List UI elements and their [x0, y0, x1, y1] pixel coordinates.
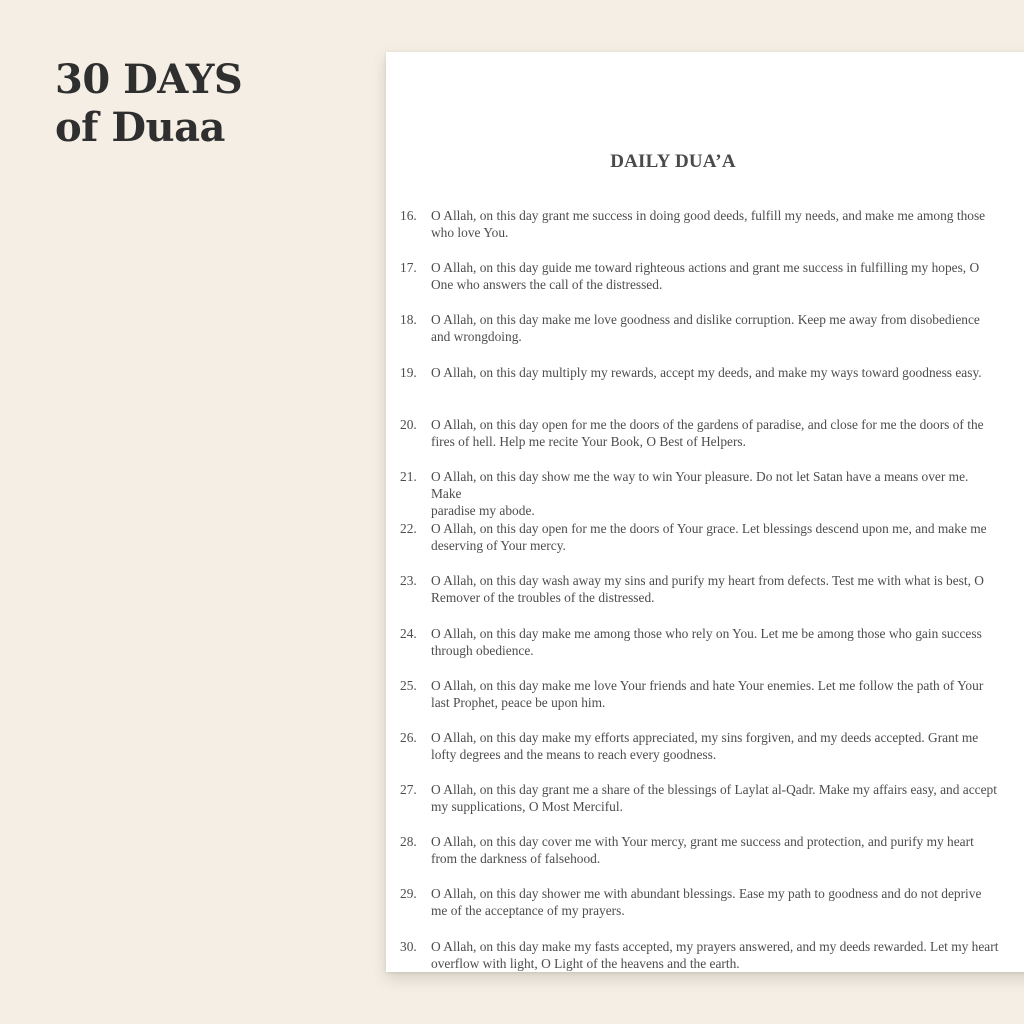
- list-item: [400, 676, 1000, 728]
- item-number: 16.: [400, 208, 417, 223]
- list-item: [400, 884, 1000, 936]
- item-text: O Allah, on this day make me among those who rely on You. Let me be among those who gain success through obedience.: [431, 625, 982, 658]
- item-number: 24.: [400, 625, 417, 641]
- list-item: [400, 728, 1000, 780]
- list-item: [400, 415, 1000, 467]
- list-item: [400, 571, 1000, 623]
- item-number: 19.: [400, 364, 417, 380]
- item-text: O Allah, on this day open for me the doors of Your grace. Let blessings descend upon me, and make me deserving of Your mercy.: [431, 521, 987, 554]
- item-number: 28.: [400, 834, 417, 850]
- list-item: [400, 780, 1000, 832]
- item-text: O Allah, on this day make my fasts accepted, my prayers answered, and my deeds rewarded. Let my heart overflow with light, O Light of the heavens and the earth.: [431, 938, 999, 971]
- list-item: [400, 467, 1000, 519]
- item-text: O Allah, on this day grant me a share of the blessings of Laylat al-Qadr. Make my affairs easy, and accept my supplications, O Most Merciful.: [431, 782, 997, 815]
- item-text: O Allah, on this day multiply my rewards, accept my deeds, and make my ways toward goodness easy.: [431, 364, 982, 380]
- item-text: O Allah, on this day shower me with abundant blessings. Ease my path to goodness and do not deprive me of the acceptance of my prayers.: [431, 886, 982, 919]
- item-number: 20.: [400, 416, 417, 432]
- list-item: [400, 519, 1000, 571]
- item-number: 25.: [400, 677, 417, 693]
- item-number: 21.: [400, 468, 417, 484]
- list-item: [400, 206, 1000, 258]
- item-text: O Allah, on this day open for me the doors of the gardens of paradise, and close for me the doors of the fires of hell. Help me recite Your Book, O Best of Helpers.: [431, 416, 984, 449]
- promo-title: [55, 56, 242, 152]
- item-number: 17.: [400, 260, 417, 276]
- list-item: [400, 624, 1000, 676]
- list-item: [400, 832, 1000, 884]
- item-text: O Allah, on this day cover me with Your mercy, grant me success and protection, and purify my heart from the darkness of falsehood.: [431, 834, 974, 867]
- list-item: [400, 363, 1000, 415]
- item-number: 22.: [400, 521, 417, 537]
- item-number: 23.: [400, 573, 417, 589]
- item-number: 27.: [400, 782, 417, 798]
- promo-title-line-1: 30 DAYS: [55, 56, 243, 103]
- item-text: O Allah, on this day wash away my sins and purify my heart from defects. Test me with what is best, O Remover of the troubles of the distressed.: [431, 573, 984, 606]
- item-number: 29.: [400, 886, 417, 902]
- item-text: O Allah, on this day grant me success in doing good deeds, fulfill my needs, and make me among those who love You.: [431, 208, 986, 240]
- dua-list: [400, 206, 1000, 989]
- list-item: [400, 258, 1000, 310]
- item-text: O Allah, on this day make my efforts appreciated, my sins forgiven, and my deeds accepted. Grant me lofty degrees and the means to reach every goodness.: [431, 729, 979, 762]
- list-item: [400, 310, 1000, 362]
- item-number: 18.: [400, 312, 417, 328]
- item-text: O Allah, on this day guide me toward righteous actions and grant me success in fulfilling my hopes, O One who answers the call of the distressed.: [431, 260, 980, 293]
- item-text: O Allah, on this day make me love Your friends and hate Your enemies. Let me follow the path of Your last Prophet, peace be upon him.: [431, 677, 984, 710]
- item-number: 30.: [400, 938, 417, 954]
- item-text: O Allah, on this day show me the way to win Your pleasure. Do not let Satan have a means over me. Make paradise my abode.: [431, 468, 969, 518]
- list-item: [400, 937, 1000, 989]
- promo-title-line-2: of Duaa: [55, 104, 225, 151]
- document-page: [386, 52, 1024, 972]
- page-heading: DAILY DUA’A: [610, 151, 736, 172]
- item-text: O Allah, on this day make me love goodness and dislike corruption. Keep me away from disobedience and wrongdoing.: [431, 312, 980, 345]
- item-number: 26.: [400, 729, 417, 745]
